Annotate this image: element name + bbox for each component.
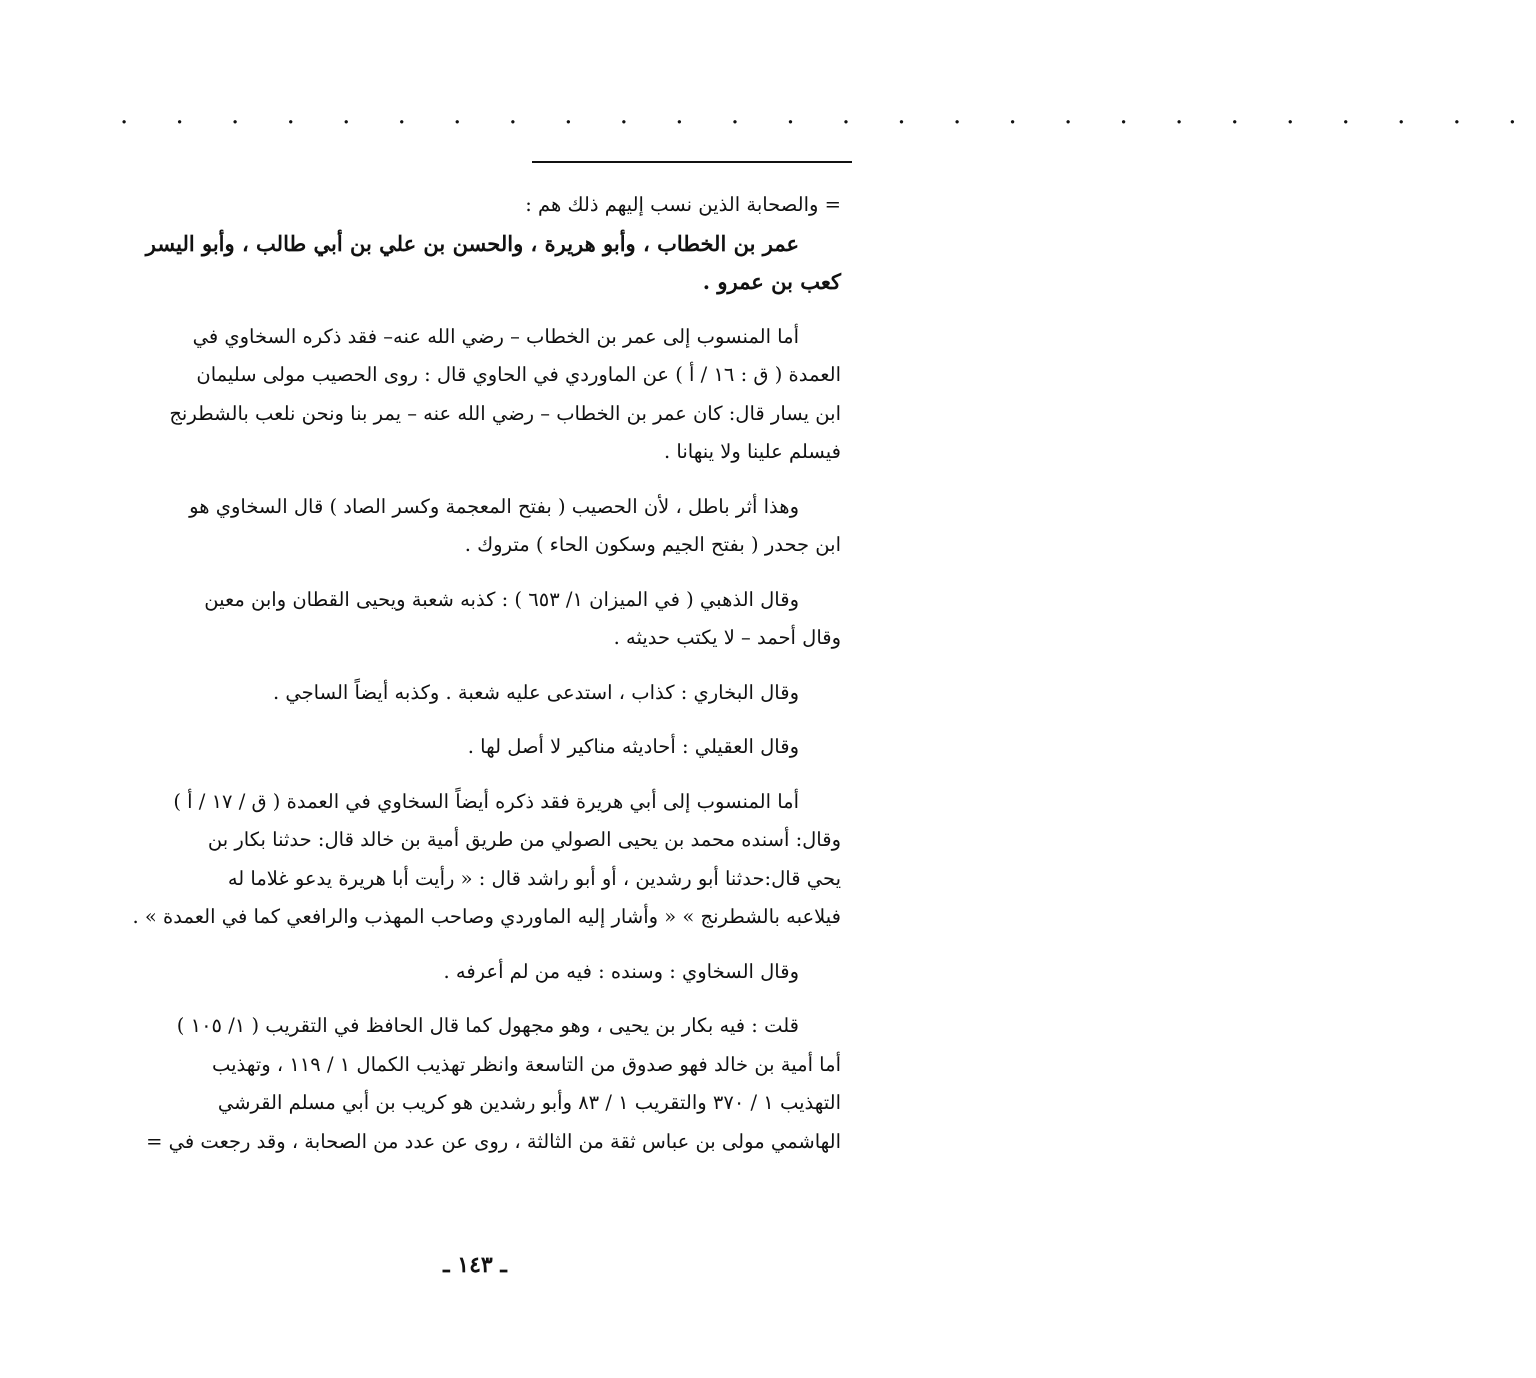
footnote-body: [106, 186, 841, 1161]
text-line: العمدة ( ق : ١٦ / أ ) عن الماوردي في الحاوي قال : روى الحصيب مولى سليمان: [196, 363, 841, 386]
text-line: وقال العقيلي : أحاديثه مناكير لا أصل لها .: [467, 735, 799, 758]
text-line: ابن جحدر ( بفتح الجيم وسكون الحاء ) متروك .: [464, 533, 841, 556]
text-line: أما أمية بن خالد فهو صدوق من التاسعة وانظر تهذيب الكمال ١ / ١١٩ ، وتهذيب: [211, 1052, 841, 1076]
text-line: قلت : فيه بكار بن يحيى ، وهو مجهول كما قال الحافظ في التقريب ( ١/ ١٠٥ ): [176, 1014, 799, 1037]
text-line: ابن يسار قال: كان عمر بن الخطاب – رضي الله عنه – يمر بنا ونحن نلعب بالشطرنج: [169, 401, 841, 425]
text-line: الهاشمي مولى بن عباس ثقة من الثالثة ، روى عن عدد من الصحابة ، وقد رجعت في =: [146, 1129, 841, 1153]
text-line: وقال: أسنده محمد بن يحيى الصولي من طريق أمية بن خالد قال: حدثنا بكار بن: [207, 828, 841, 851]
text-line: وقال أحمد – لا يكتب حديثه .: [613, 626, 841, 649]
text-line: وهذا أثر باطل ، لأن الحصيب ( بفتح المعجمة وكسر الصاد ) قال السخاوي هو: [189, 494, 799, 518]
text-line: = والصحابة الذين نسب إليهم ذلك هم :: [525, 193, 841, 216]
text-line: فيسلم علينا ولا ينهانا .: [664, 440, 841, 463]
footnote-separator-rule: [532, 161, 852, 163]
text-line: التهذيب ١ / ٣٧٠ والتقريب ١ / ٨٣ وأبو رشدين هو كريب بن أبي مسلم القرشي: [217, 1091, 841, 1114]
text-line: فيلاعبه بالشطرنج » « وأشار إليه الماوردي وصاحب المهذب والرافعي كما في العمدة » .: [132, 905, 841, 928]
text-line: يحي قال:حدثنا أبو رشدين ، أو أبو راشد قال : « رأيت أبا هريرة يدعو غلاما له: [227, 866, 841, 890]
text-line: وقال السخاوي : وسنده : فيه من لم أعرفه .: [443, 959, 799, 983]
text-line: أما المنسوب إلى عمر بن الخطاب – رضي الله عنه– فقد ذكره السخاوي في: [192, 324, 799, 348]
text-line: أما المنسوب إلى أبي هريرة فقد ذكره أيضاً السخاوي في العمدة ( ق / ١٧ / أ ): [173, 789, 799, 813]
text-line: كعب بن عمرو .: [702, 269, 841, 294]
text-line: وقال الذهبي ( في الميزان ١/ ٦٥٣ ) : كذبه شعبة ويحيى القطان وابن معين: [204, 587, 799, 611]
page-number: ـ ١٤٣ ـ: [443, 1252, 507, 1278]
header-dotted-line: · · · · · · · · · · · · · · · · · · · · · · · · · ·: [120, 108, 1536, 138]
text-line: عمر بن الخطاب ، وأبو هريرة ، والحسن بن علي بن أبي طالب ، وأبو اليسر: [145, 230, 799, 256]
text-line: وقال البخاري : كذاب ، استدعى عليه شعبة . وكذبه أيضاً الساجي .: [272, 680, 799, 704]
